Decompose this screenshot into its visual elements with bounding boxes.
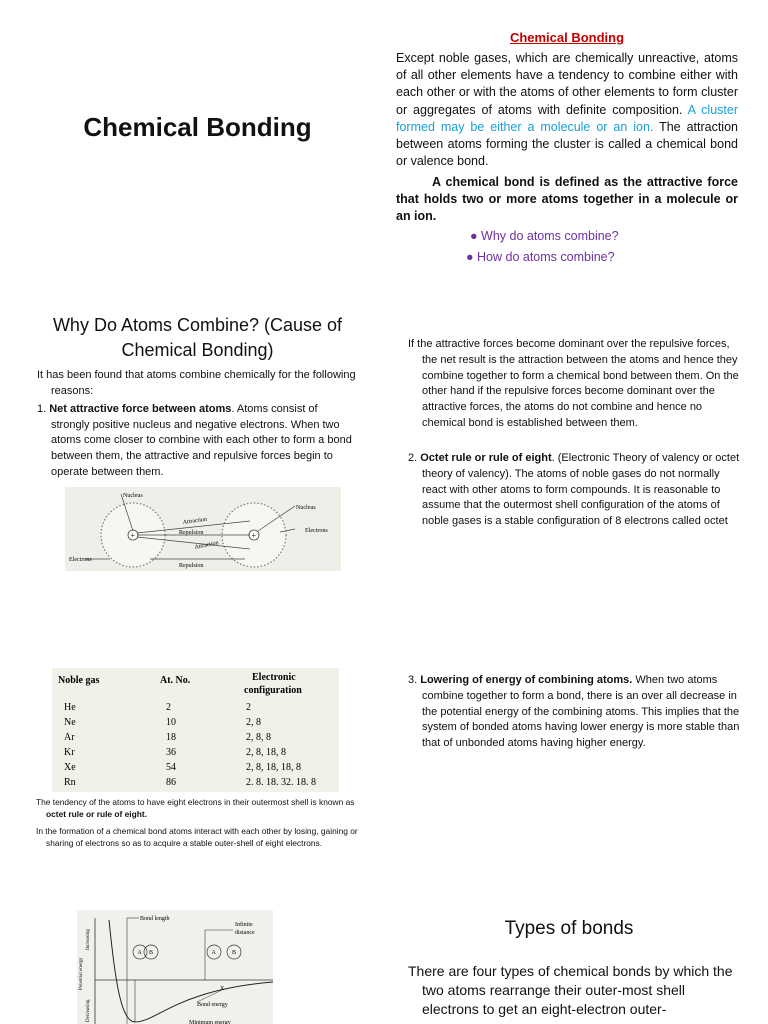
attraction-top-label: Attraction [182,516,208,526]
intro-highlight: A cluster formed may be either a molecule or an ion. [396,102,738,134]
bond-definition: A chemical bond is defined as the attractive force that holds two or more atoms together in a molecule or an ion. [396,175,738,223]
table-cell: 2. 8. 18. 32. 18. 8 [246,777,316,788]
right-plus: + [251,531,257,540]
col-header-electronic: Electronic [252,672,296,683]
y-axis-label: Potential energy [79,957,84,990]
table-cell: Kr [64,747,75,758]
octet-note-text: The tendency of the atoms to have eight electrons in their outermost shell is known as [36,797,355,807]
intro-text: Except noble gases, which are chemically unreactive, atoms of all other elements have a tendency to combine either with each other or with the atoms of other elements to form cluster or aggregates of atoms with definite composition. [396,51,738,117]
repulsion-mid-label: Repulsion [179,530,204,536]
reason-2-title: Octet rule or rule of eight [420,452,552,464]
reason-1-title: Net attractive force between atoms [49,403,232,415]
col-header-at-no: At. No. [160,675,191,686]
reason-2-number: 2. [408,452,421,464]
slide1-intro-paragraph [396,50,738,170]
intro-tail: The attraction between atoms forming the cluster is called a chemical bond or valence bond. [396,119,738,169]
nucleus-right-label: Nucleus [296,505,316,511]
octet-rule-note [36,797,366,820]
x-mark: X [220,986,225,992]
infinite-label: Infinite [235,922,253,928]
bond-energy-label: Bond energy [197,1002,228,1008]
table-cell: 2, 8, 8 [246,732,271,743]
reason-3-number: 3. [408,674,421,686]
slide4-title: Types of bonds [504,918,634,939]
slide2-intro: It has been found that atoms combine chemically for the following reasons: [37,369,356,397]
table-cell: 2 [246,702,251,713]
table-cell: 2, 8, 18, 8 [246,747,286,758]
potential-energy-graph [77,910,273,1024]
reason-1-number: 1. [37,403,50,415]
octet-note-bold: octet rule or rule of eight. [46,808,147,819]
table-cell: 10 [166,717,176,728]
y-axis-decreasing: Decreasing [86,999,91,1022]
table-cell: 36 [166,747,176,758]
reason-3 [408,673,743,752]
col-header-configuration: configuration [244,685,302,696]
table-cell: 2 [166,702,171,713]
slide1-title: Chemical Bonding [83,112,312,142]
y-axis-increasing: Increasing [86,929,91,950]
noble-gas-table-image [52,668,339,792]
atom-a-right: A [211,950,216,956]
table-cell: 2, 8, 18, 18, 8 [246,762,301,773]
table-rows [64,702,316,788]
atoms-diagram [65,487,341,571]
reason-1 [37,402,357,481]
nucleus-left-label: Nucleus [123,493,143,499]
table-cell: 2, 8 [246,717,261,728]
atom-b-left: B [149,950,154,956]
repulsion-bottom-label: Repulsion [179,563,204,569]
table-cell: Rn [64,777,76,788]
reason-3-text: When two atoms combine together to form a bond, there is an over all decrease in the potential energy of the combining atoms. This implies that the system of bonded atoms having lower energy is more stable than that of unbonded atoms having higher energy. [422,674,740,750]
table-cell: Ar [64,732,75,743]
forces-paragraph: If the attractive forces become dominant over the repulsive forces, the net result is the attraction between the atoms and hence they combine together to form a chemical bond between them. On the other hand if the repulsive forces become dominant over the attractive forces, the atoms do not combine and hence no chemical bond is established between them. [408,338,739,429]
bond-formation-note: In the formation of a chemical bond atoms interact with each other by losing, gaining or sharing of electrons so as to acquire a stable outer-shell of eight electrons. [36,826,358,848]
slide4-paragraph: There are four types of chemical bonds by which the two atoms rearrange their outer-most shell electrons to get an eight-electron outer- [408,963,733,1017]
reason-3-title: Lowering of energy of combining atoms. [420,674,633,686]
table-cell: 86 [166,777,176,788]
left-plus: + [130,531,136,540]
table-cell: Ne [64,717,76,728]
question-how: ● How do atoms combine? [466,250,615,264]
table-cell: Xe [64,762,76,773]
table-cell: 18 [166,732,176,743]
reason-2 [408,451,743,530]
slide1-heading: Chemical Bonding [509,30,625,45]
energy-curve-diagram [77,910,273,1024]
reason-2-text: . (Electronic Theory of valency or octet theory of valency). The atoms of noble gases do not normally react with other atoms to form compounds. It is reasonable to assume that the outermost shell configuration of the atoms of noble gases is a stable configuration of 8 electrons called octet [422,452,740,528]
distance-label: distance [235,930,255,936]
attraction-bottom-label: Attraction [194,540,220,551]
table-cell: He [64,702,76,713]
atom-b-right: B [232,950,237,956]
question-why: ● Why do atoms combine? [470,229,619,243]
atom-a-left: A [137,950,142,956]
col-header-noble-gas: Noble gas [58,675,100,686]
electrons-left-label: Electrons [69,557,92,563]
attraction-repulsion-figure [65,487,341,571]
bond-length-label: Bond length [140,916,170,922]
noble-gas-table [52,668,339,792]
table-cell: 54 [166,762,176,773]
reason-1-text: . Atoms consist of strongly positive nucleus and negative electrons. When two atoms come closer to combine with each other to form a bond between them, the attractive and repulsive forces begin to operate between them. [51,403,352,478]
electrons-right-label: Electrons [305,528,328,534]
min-energy-label: Minimum energy [189,1020,231,1024]
slide2-title: Why Do Atoms Combine? (Cause of Chemical Bonding) [52,315,343,360]
